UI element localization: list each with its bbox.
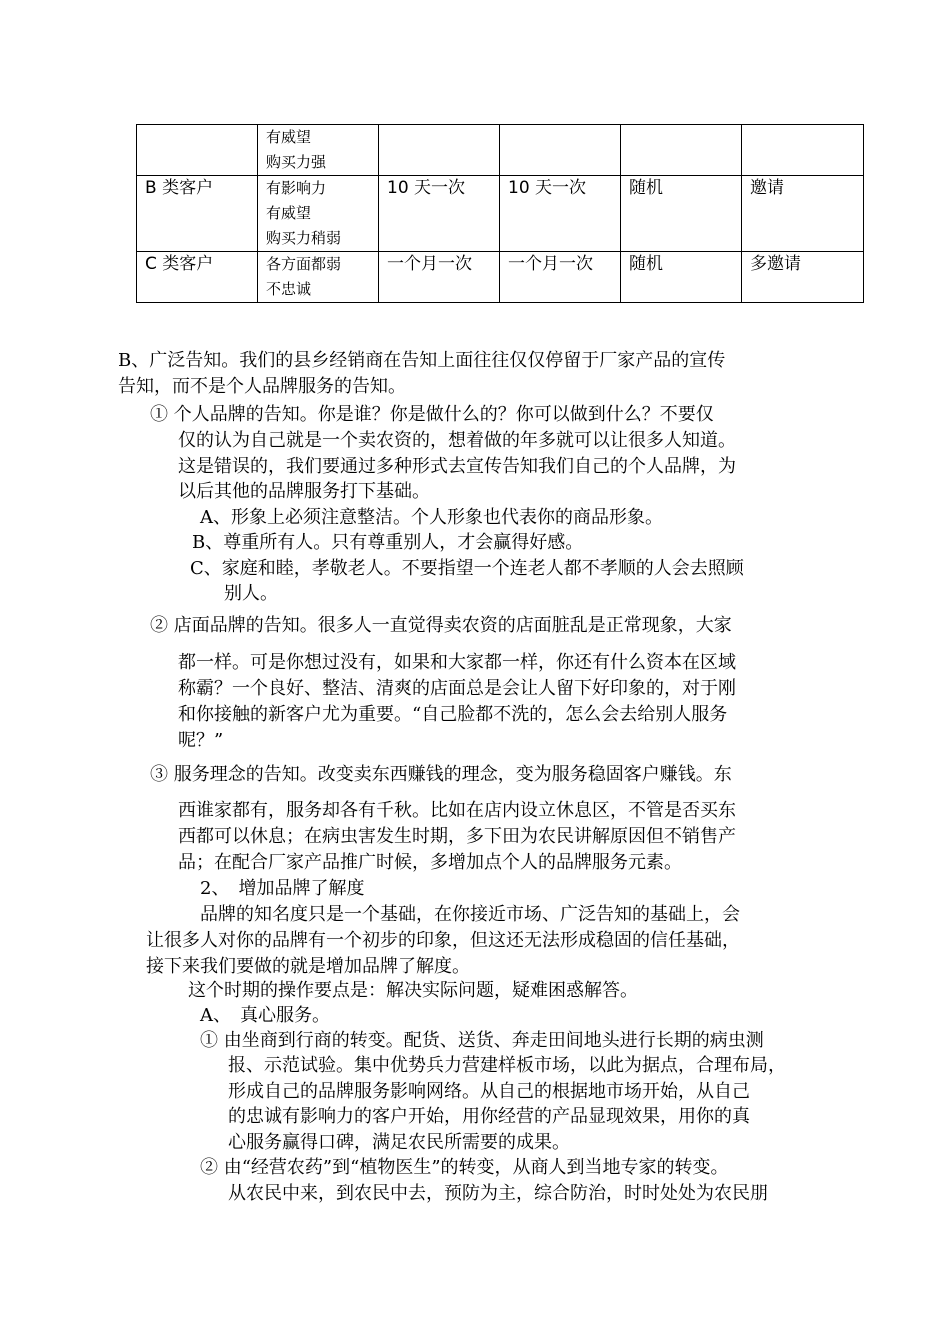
table-cell: [137, 125, 258, 176]
text-line: 让很多人对你的品牌有一个初步的印象，但这还无法形成稳固的信任基础，: [146, 930, 740, 951]
text-line: C、家庭和睦，孝敬老人。不要指望一个连老人都不孝顺的人会去照顾: [190, 558, 744, 579]
cell-line: 有威望: [266, 128, 312, 146]
table-cell: 一个月一次: [500, 252, 621, 303]
text-line: 以后其他的品牌服务打下基础。: [178, 481, 430, 502]
table-cell: C 类客户: [137, 252, 258, 303]
text-line: 接下来我们要做的就是增加品牌了解度。: [146, 956, 470, 977]
text-line: 报、示范试验。集中优势兵力营建样板市场，以此为据点，合理布局，: [228, 1055, 786, 1076]
cell-line: 各方面都弱: [266, 255, 342, 273]
text-line: 呢？”: [178, 730, 224, 751]
text-line: ① 个人品牌的告知。你是谁？你是做什么的？你可以做到什么？不要仅: [150, 404, 714, 425]
text-line: ② 店面品牌的告知。很多人一直觉得卖农资的店面脏乱是正常现象，大家: [150, 615, 732, 636]
text-line: 这是错误的，我们要通过多种形式去宣传告知我们自己的个人品牌，为: [178, 456, 736, 477]
table-cell: 一个月一次: [379, 252, 500, 303]
text-line: 形成自己的品牌服务影响网络。从自己的根据地市场开始，从自己: [228, 1081, 750, 1102]
table-cell: 10 天一次: [379, 176, 500, 252]
table-cell: [258, 125, 379, 176]
table-cell: 10 天一次: [500, 176, 621, 252]
table-row: [137, 176, 864, 252]
text-line: B、尊重所有人。只有尊重别人，才会赢得好感。: [192, 532, 584, 553]
text-line: 告知，而不是个人品牌服务的告知。: [118, 376, 406, 397]
table-cell: 随机: [621, 252, 742, 303]
text-line: ③ 服务理念的告知。改变卖东西赚钱的理念，变为服务稳固客户赚钱。东: [150, 764, 732, 785]
table-cell: 多邀请: [742, 252, 864, 303]
text-line: ② 由“经营农药”到“植物医生”的转变，从商人到当地专家的转变。: [200, 1157, 729, 1178]
text-line: 仅的认为自己就是一个卖农资的，想着做的年多就可以让很多人知道。: [178, 430, 736, 451]
text-line: 西都可以休息；在病虫害发生时期，多下田为农民讲解原因但不销售产: [178, 826, 736, 847]
text-line: 称霸？一个良好、整洁、清爽的店面总是会让人留下好印象的，对于刚: [178, 678, 736, 699]
cell-line: 购买力稍弱: [266, 229, 342, 247]
section-heading: 2、 增加品牌了解度: [200, 878, 365, 899]
text-line: 和你接触的新客户尤为重要。“自己脸都不洗的，怎么会去给别人服务: [178, 704, 728, 725]
table-row: [137, 125, 864, 176]
text-line: 的忠诚有影响力的客户开始，用你经营的产品显现效果，用你的真: [228, 1106, 750, 1127]
table-cell: [500, 125, 621, 176]
table-cell: [258, 252, 379, 303]
table-cell: 随机: [621, 176, 742, 252]
cell-line: 购买力强: [266, 153, 327, 171]
text-line: 别人。: [224, 583, 278, 604]
text-line: ① 由坐商到行商的转变。配货、送货、奔走田间地头进行长期的病虫测: [200, 1030, 764, 1051]
text-line: 心服务赢得口碑，满足农民所需要的成果。: [228, 1132, 570, 1153]
text-line: 都一样。可是你想过没有，如果和大家都一样，你还有什么资本在区域: [178, 652, 736, 673]
customer-table: [136, 124, 864, 303]
cell-line: 不忠诚: [266, 280, 312, 298]
subsection-heading: A、 真心服务。: [200, 1005, 330, 1026]
cell-line: 有威望: [266, 204, 312, 222]
text-line: 品；在配合厂家产品推广时候，多增加点个人的品牌服务元素。: [178, 852, 682, 873]
table-row: [137, 252, 864, 303]
table-cell: [742, 125, 864, 176]
text-line: 品牌的知名度只是一个基础，在你接近市场、广泛告知的基础上，会: [200, 904, 740, 925]
text-line: B、广泛告知。我们的县乡经销商在告知上面往往仅仅停留于厂家产品的宣传: [118, 350, 726, 371]
text-line: A、形象上必须注意整洁。个人形象也代表你的商品形象。: [200, 507, 663, 528]
table-cell: [258, 176, 379, 252]
table-cell: B 类客户: [137, 176, 258, 252]
table-cell: 邀请: [742, 176, 864, 252]
text-line: 西谁家都有，服务却各有千秋。比如在店内设立休息区，不管是否买东: [178, 800, 736, 821]
table-cell: [379, 125, 500, 176]
cell-line: 有影响力: [266, 179, 327, 197]
table-cell: [621, 125, 742, 176]
text-line: 这个时期的操作要点是：解决实际问题，疑难困惑解答。: [188, 980, 638, 1001]
text-line: 从农民中来，到农民中去，预防为主，综合防治，时时处处为农民朋: [228, 1183, 768, 1204]
